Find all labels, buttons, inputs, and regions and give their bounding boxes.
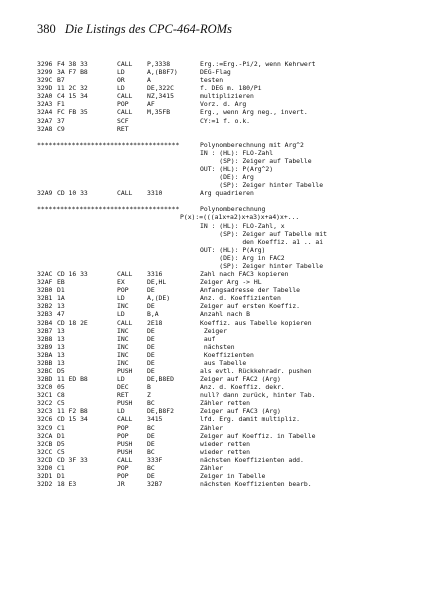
opcode-bytes: 13 bbox=[57, 334, 65, 343]
operand: Z bbox=[147, 391, 151, 400]
opcode-bytes: CD 15 34 bbox=[57, 415, 88, 424]
address: 32B9 bbox=[37, 342, 53, 351]
opcode-bytes: C1 bbox=[57, 463, 65, 472]
mnemonic: CALL bbox=[117, 415, 133, 424]
comment: DEG-Flag bbox=[200, 68, 231, 77]
comment: Erg., wenn Arg neg., invert. bbox=[200, 108, 308, 117]
comment: Zähler bbox=[200, 423, 224, 432]
address: 32CB bbox=[37, 439, 53, 448]
address: 32C0 bbox=[37, 383, 53, 392]
opcode-bytes: C4 15 34 bbox=[57, 92, 88, 101]
section-comment: Polynomberechnung bbox=[200, 205, 266, 214]
mnemonic: INC bbox=[117, 326, 129, 335]
address: 32B0 bbox=[37, 286, 53, 295]
opcode-bytes: 3A F7 B8 bbox=[57, 68, 88, 77]
mnemonic: LD bbox=[117, 375, 125, 384]
opcode-bytes: D1 bbox=[57, 286, 65, 295]
mnemonic: RET bbox=[117, 124, 129, 133]
comment: Zeiger auf ersten Koeffiz. bbox=[200, 302, 301, 311]
mnemonic: PUSH bbox=[117, 366, 133, 375]
comment: Arg quadrieren bbox=[200, 189, 254, 198]
opcode-bytes: 11 ED B8 bbox=[57, 375, 88, 384]
mnemonic: INC bbox=[117, 350, 129, 359]
comment: nächsten bbox=[200, 342, 235, 351]
mnemonic: LD bbox=[117, 310, 125, 319]
mnemonic: INC bbox=[117, 334, 129, 343]
comment: Zahl nach FAC3 kopieren bbox=[200, 270, 289, 279]
opcode-bytes: F4 38 33 bbox=[57, 60, 88, 68]
opcode-bytes: D1 bbox=[57, 471, 65, 480]
address: 32CC bbox=[37, 447, 53, 456]
separator-stars: ************************************* bbox=[37, 205, 180, 214]
mnemonic: DEC bbox=[117, 383, 129, 392]
comment: Koeffiz. aus Tabelle kopieren bbox=[200, 318, 312, 327]
comment: Zeiger auf FAC3 (Arg) bbox=[200, 407, 281, 416]
comment: CY:=1 f. o.k. bbox=[200, 116, 251, 125]
mnemonic: PUSH bbox=[117, 399, 133, 408]
address: 329C bbox=[37, 76, 53, 85]
mnemonic: OR bbox=[117, 76, 125, 85]
opcode-bytes: 13 bbox=[57, 302, 65, 311]
opcode-bytes: EB bbox=[57, 278, 65, 287]
mnemonic: CALL bbox=[117, 270, 133, 279]
comment: (SP): Zeiger hinter Tabelle bbox=[200, 261, 324, 270]
operand: DE,B8ED bbox=[147, 375, 174, 384]
address: 32B2 bbox=[37, 302, 53, 311]
address: 32A9 bbox=[37, 189, 53, 198]
address: 32A4 bbox=[37, 108, 53, 117]
operand: DE,322C bbox=[147, 84, 174, 93]
operand: DE bbox=[147, 286, 155, 295]
operand: DE bbox=[147, 342, 155, 351]
comment: null? dann zurück, hinter Tab. bbox=[200, 391, 316, 400]
mnemonic: POP bbox=[117, 431, 129, 440]
comment: P(x):=(((a1x+a2)x+a3)x+a4)x+... bbox=[180, 213, 300, 222]
address: 32B3 bbox=[37, 310, 53, 319]
operand: DE bbox=[147, 334, 155, 343]
mnemonic: POP bbox=[117, 286, 129, 295]
opcode-bytes: 11 F2 B8 bbox=[57, 407, 88, 416]
comment: lfd. Erg. damit multipliz. bbox=[200, 415, 301, 424]
mnemonic: JR bbox=[117, 480, 125, 489]
opcode-bytes: D5 bbox=[57, 439, 65, 448]
opcode-bytes: 13 bbox=[57, 326, 65, 335]
operand: 333F bbox=[147, 455, 163, 464]
address: 32C3 bbox=[37, 407, 53, 416]
opcode-bytes: 13 bbox=[57, 358, 65, 367]
address: 32C9 bbox=[37, 423, 53, 432]
opcode-bytes: 1A bbox=[57, 294, 65, 303]
comment: multiplizieren bbox=[200, 92, 254, 101]
comment: (SP): Zeiger auf Tabelle bbox=[200, 156, 312, 165]
operand: DE,B8F2 bbox=[147, 407, 174, 416]
operand: B,A bbox=[147, 310, 159, 319]
address: 32B4 bbox=[37, 318, 53, 327]
mnemonic: POP bbox=[117, 463, 129, 472]
page-number: 380 bbox=[37, 22, 56, 36]
opcode-bytes: CD 16 33 bbox=[57, 270, 88, 279]
address: 32C1 bbox=[37, 391, 53, 400]
comment: aus Tabelle bbox=[200, 358, 247, 367]
address: 3299 bbox=[37, 68, 53, 77]
operand: A,(B8F7) bbox=[147, 68, 178, 77]
comment: testen bbox=[200, 76, 224, 85]
mnemonic: POP bbox=[117, 423, 129, 432]
separator-stars: ************************************* bbox=[37, 140, 180, 149]
comment: Zähler retten bbox=[200, 399, 251, 408]
operand: P,3338 bbox=[147, 60, 171, 68]
mnemonic: PUSH bbox=[117, 439, 133, 448]
opcode-bytes: F1 bbox=[57, 100, 65, 109]
mnemonic: EX bbox=[117, 278, 125, 287]
operand: BC bbox=[147, 423, 155, 432]
mnemonic: LD bbox=[117, 407, 125, 416]
address: 32A0 bbox=[37, 92, 53, 101]
comment: als evtl. Rückkehradr. pushen bbox=[200, 366, 312, 375]
opcode-bytes: D5 bbox=[57, 366, 65, 375]
operand: DE bbox=[147, 366, 155, 375]
address: 32A3 bbox=[37, 100, 53, 109]
operand: DE bbox=[147, 431, 155, 440]
opcode-bytes: CD 3F 33 bbox=[57, 455, 88, 464]
address: 3296 bbox=[37, 60, 53, 68]
opcode-bytes: 37 bbox=[57, 116, 65, 125]
comment: Zeiger Arg -> HL bbox=[200, 278, 262, 287]
operand: A,(DE) bbox=[147, 294, 171, 303]
address: 32BA bbox=[37, 350, 53, 359]
comment: Erg.:=Erg.-Pi/2, wenn Kehrwert bbox=[200, 60, 316, 68]
address: 32D2 bbox=[37, 480, 53, 489]
operand: DE bbox=[147, 471, 155, 480]
section-comment: Polynomberechnung mit Arg^2 bbox=[200, 140, 304, 149]
opcode-bytes: 47 bbox=[57, 310, 65, 319]
address: 32C6 bbox=[37, 415, 53, 424]
comment: Koeffizienten bbox=[200, 350, 254, 359]
address: 32AC bbox=[37, 270, 53, 279]
opcode-bytes: 13 bbox=[57, 342, 65, 351]
opcode-bytes: 13 bbox=[57, 350, 65, 359]
operand: DE bbox=[147, 439, 155, 448]
mnemonic: INC bbox=[117, 302, 129, 311]
opcode-bytes: 05 bbox=[57, 383, 65, 392]
opcode-bytes: B7 bbox=[57, 76, 65, 85]
comment: Anzahl nach B bbox=[200, 310, 251, 319]
comment: wieder retten bbox=[200, 447, 251, 456]
comment: wieder retten bbox=[200, 439, 251, 448]
mnemonic: SCF bbox=[117, 116, 129, 125]
address: 32B7 bbox=[37, 326, 53, 335]
comment: OUT: (HL): P(Arg) bbox=[200, 245, 266, 254]
comment: (DE): Arg bbox=[200, 173, 254, 182]
opcode-bytes: D1 bbox=[57, 431, 65, 440]
address: 32CD bbox=[37, 455, 53, 464]
page-header bbox=[37, 22, 232, 37]
mnemonic: CALL bbox=[117, 455, 133, 464]
address: 32A8 bbox=[37, 124, 53, 133]
operand: AF bbox=[147, 100, 155, 109]
opcode-bytes: C9 bbox=[57, 124, 65, 133]
opcode-bytes: C1 bbox=[57, 423, 65, 432]
operand: 3316 bbox=[147, 270, 163, 279]
comment: (DE): Arg in FAC2 bbox=[200, 253, 285, 262]
comment: Zeiger auf FAC2 (Arg) bbox=[200, 375, 281, 384]
comment: IN : (HL): FLO-Zahl, x bbox=[200, 221, 285, 230]
operand: 2E18 bbox=[147, 318, 163, 327]
operand: B bbox=[147, 383, 151, 392]
address: 329D bbox=[37, 84, 53, 93]
comment: nächsten Koeffizienten add. bbox=[200, 455, 304, 464]
operand: DE,HL bbox=[147, 278, 167, 287]
mnemonic: CALL bbox=[117, 108, 133, 117]
comment: Zeiger bbox=[200, 326, 227, 335]
comment: OUT: (HL): P(Arg^2) bbox=[200, 165, 274, 174]
mnemonic: LD bbox=[117, 84, 125, 93]
address: 32BD bbox=[37, 375, 53, 384]
operand: BC bbox=[147, 447, 155, 456]
operand: BC bbox=[147, 463, 155, 472]
comment: Vorz. d. Arg bbox=[200, 100, 247, 109]
address: 32D0 bbox=[37, 463, 53, 472]
mnemonic: CALL bbox=[117, 60, 133, 68]
operand: NZ,3415 bbox=[147, 92, 174, 101]
operand: M,35FB bbox=[147, 108, 171, 117]
comment: (SP): Zeiger hinter Tabelle bbox=[200, 181, 324, 190]
mnemonic: LD bbox=[117, 68, 125, 77]
address: 32B1 bbox=[37, 294, 53, 303]
comment: Zeiger in Tabelle bbox=[200, 471, 266, 480]
address: 32AF bbox=[37, 278, 53, 287]
operand: DE bbox=[147, 302, 155, 311]
address: 32BC bbox=[37, 366, 53, 375]
mnemonic: RET bbox=[117, 391, 129, 400]
comment: IN : (HL): FLO-Zahl bbox=[200, 148, 274, 157]
comment: Anfangsadresse der Tabelle bbox=[200, 286, 301, 295]
mnemonic: CALL bbox=[117, 318, 133, 327]
comment: den Koeffiz. a1 .. ai bbox=[200, 237, 324, 246]
comment: (SP): Zeiger auf Tabelle mit bbox=[200, 229, 327, 238]
address: 32BB bbox=[37, 358, 53, 367]
opcode-bytes: C8 bbox=[57, 391, 65, 400]
operand: DE bbox=[147, 350, 155, 359]
operand: DE bbox=[147, 326, 155, 335]
address: 32C2 bbox=[37, 399, 53, 408]
mnemonic: INC bbox=[117, 342, 129, 351]
mnemonic: LD bbox=[117, 294, 125, 303]
operand: DE bbox=[147, 358, 155, 367]
opcode-bytes: C5 bbox=[57, 399, 65, 408]
comment: auf bbox=[200, 334, 216, 343]
operand: 3415 bbox=[147, 415, 163, 424]
opcode-bytes: 11 2C 32 bbox=[57, 84, 88, 93]
mnemonic: POP bbox=[117, 100, 129, 109]
comment: Anz. d. Koeffiz. dekr. bbox=[200, 383, 285, 392]
address: 32CA bbox=[37, 431, 53, 440]
page-title: Die Listings des CPC-464-ROMs bbox=[64, 22, 232, 36]
operand: 3310 bbox=[147, 189, 163, 198]
opcode-bytes: 18 E3 bbox=[57, 480, 77, 489]
mnemonic: CALL bbox=[117, 189, 133, 198]
comment: f. DEG m. 180/Pi bbox=[200, 84, 262, 93]
address: 32B8 bbox=[37, 334, 53, 343]
comment: Zähler bbox=[200, 463, 224, 472]
comment: Zeiger auf Koeffiz. in Tabelle bbox=[200, 431, 316, 440]
mnemonic: PUSH bbox=[117, 447, 133, 456]
mnemonic: POP bbox=[117, 471, 129, 480]
comment: Anz. d. Koeffizienten bbox=[200, 294, 281, 303]
mnemonic: CALL bbox=[117, 92, 133, 101]
operand: BC bbox=[147, 399, 155, 408]
address: 32D1 bbox=[37, 471, 53, 480]
opcode-bytes: FC FB 35 bbox=[57, 108, 88, 117]
mnemonic: INC bbox=[117, 358, 129, 367]
comment: nächsten Koeffizienten bearb. bbox=[200, 480, 312, 489]
address: 32A7 bbox=[37, 116, 53, 125]
opcode-bytes: CD 18 2E bbox=[57, 318, 88, 327]
operand: 32B7 bbox=[147, 480, 163, 489]
operand: A bbox=[147, 76, 151, 85]
opcode-bytes: CD 10 33 bbox=[57, 189, 88, 198]
opcode-bytes: C5 bbox=[57, 447, 65, 456]
